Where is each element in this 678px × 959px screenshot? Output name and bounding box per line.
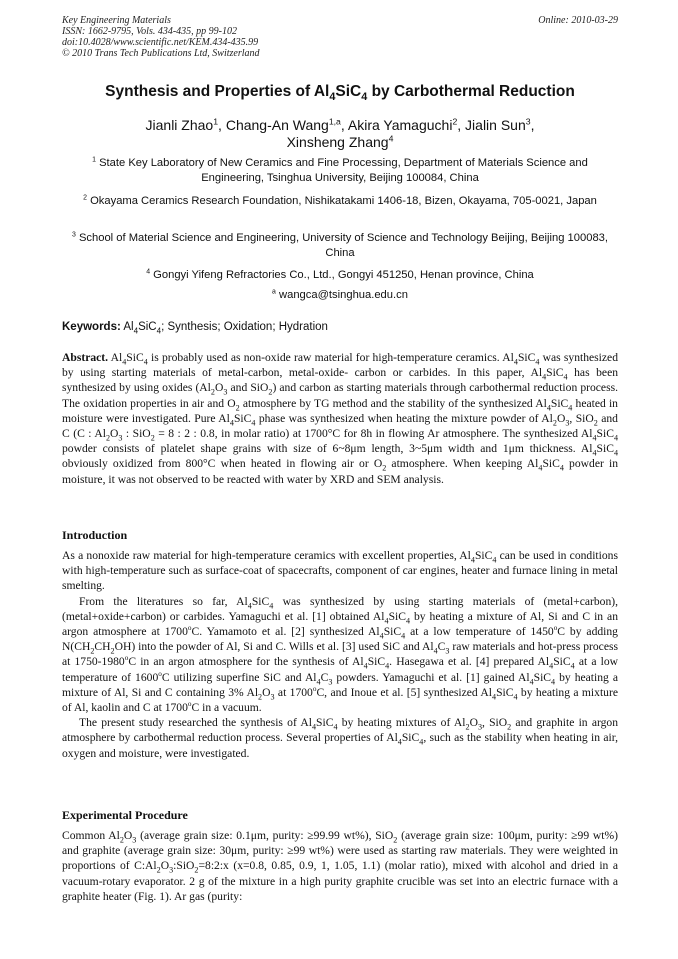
journal-header <box>62 15 618 59</box>
email-link[interactable]: wangca@tsinghua.edu.cn <box>279 289 408 301</box>
author-name: Akira Yamaguchi <box>347 117 453 133</box>
author-name: Jianli Zhao <box>145 117 214 133</box>
abstract-text: $Al_4SiC_4$ is probably used as non-oxide raw material for high-temperature ceramics. $Al_4SiC_4$ was synthesized by using starting materials of metal-carbon, metal-oxide- carbon or carbides. In this paper, $Al_4SiC_4$ has been synthesized by using oxides ($Al_2O_3$ and SiO$_2$) and carbon as starting materials through carbothermal reduction process. The oxidation properties in air and $O_2$ atmosphere by TG method and the stability of the synthesized $Al_4SiC_4$ heated in moisture were investigated. Pure $Al_4SiC_4$ phase was synthesized when heating the mixture powder of $Al_2O_3$, SiO$_2$ and C (C : $Al_2O_3$ : SiO$_2$ = 8 : 2 : 0.8, in molar ratio) at 1700°C for 8h in flowing Ar atmosphere. The synthesized $Al_4SiC_4$ powder consists of platelet shape grains with size of 6~8μm length, 3~5μm width and 1μm thickness. $Al_4SiC_4$ obviously oxidized from 800°C when heated in flowing air or $O_2$ atmosphere. When keeping $Al_4SiC_4$ powder in moisture, it was not observed to be reacted with water by XRD and SEM analysis. <box>62 351 619 486</box>
abstract <box>62 350 618 487</box>
author-name: Xinsheng Zhang <box>286 134 389 150</box>
section-heading-introduction: Introduction <box>62 528 128 542</box>
doi-line[interactable]: doi:10.4028/www.scientific.net/KEM.434-435.99 <box>62 37 259 48</box>
author-name: Chang-An Wang <box>225 117 329 133</box>
paper-title: Synthesis and Properties of $Al_4SiC_4$ by Carbothermal Reduction <box>105 83 575 104</box>
email-line: $^a$ wangca@tsinghua.edu.cn <box>272 288 408 301</box>
abstract-label: Abstract. <box>62 351 109 364</box>
affiliation: $^2$ Okayama Ceramics Research Foundation, Nishikatakami 1406-18, Bizen, Okayama, 705-0021, Japan <box>83 194 597 207</box>
affiliation: $^4$ Gongyi Yifeng Refractories Co., Ltd., Gongyi 451250, Henan province, China <box>146 268 534 281</box>
copyright-line: © 2010 Trans Tech Publications Ltd, Switzerland <box>62 48 260 59</box>
paragraph: The present study researched the synthesis of $Al_4SiC_4$ by heating mixtures of $Al_2O_3$, SiO$_2$ and graphite in argon atmosphere by carbothermal reduction process. Several properties of $Al_4SiC_4$, such as the stability when heating in air, oxygen and moisture, were investigated. <box>62 716 619 760</box>
keywords: Keywords: $Al_4SiC_4$; Synthesis; Oxidation; Hydration <box>62 321 328 336</box>
section-heading-experimental: Experimental Procedure <box>62 808 188 822</box>
affiliation: $^1$ State Key Laboratory of New Ceramics and Fine Processing, Department of Materials Science and Engineering, Tsinghua University, Beijing 100084, China <box>92 156 588 184</box>
author-list: Jianli Zhao$^1$, Chang-An Wang$^{1,a}$, Akira Yamaguchi$^2$, Jialin Sun$^3$, Xinsheng Zhang$^4$ <box>145 116 535 150</box>
paragraph: As a nonoxide raw material for high-temperature ceramics with excellent properties, $Al_4SiC_4$ can be used in conditions with high-temperature such as surface-coat of spacecrafts, component of car engines, heater and furnace lining in metal smelting. <box>62 549 618 593</box>
paragraph: Common $Al_2O_3$ (average grain size: 0.1μm, purity: ≥99.99 wt%), SiO$_2$ (average grain size: 100μm, purity: ≥99 wt%) and graphite (average grain size: 30μm, purity: ≥99 wt%) were used as starting raw materials. They were weighted in proportions of $C:Al_2O_3:SiO_2=8:2:x$ (x=0.8, 0.85, 0.9, 1, 1.05, 1.1) (molar ratio), mixed with alcohol and dried in a vacuum-rotary evaporator. 2 g of the mixture in a high purity graphite crucible was set into an electric furnace with a graphite heater (Fig. 1). Ar gas (purity: <box>62 829 618 903</box>
author-name: Jialin Sun <box>465 117 526 133</box>
journal-name: Key Engineering Materials <box>62 15 171 26</box>
experimental-body <box>62 828 618 904</box>
online-date: Online: 2010-03-29 <box>538 15 618 26</box>
paragraph: From the literatures so far, $Al_4SiC_4$ was synthesized by using starting materials of (metal+carbon), (metal+oxide+carbon) or carbides. Yamaguchi et al. [1] obtained $Al_4SiC_4$ by heating a mixture of Al, Si and C in an argon atmosphere at 1700$^o$C. Yamamoto et al. [2] synthesized $Al_4SiC_4$ at a low temperature of 1450$^o$C by adding $N(CH_2CH_2OH)$ into the powder of Al, Si and C. Wills et al. [3] used SiC and $Al_4C_3$ raw materials and hot-press process at 1750-1980$^o$C in an argon atmosphere for the synthesis of $Al_4SiC_4$. Hasegawa et al. [4] prepared $Al_4SiC_4$ at a low temperature of 1600$^o$C utilizing superfine SiC and $Al_4C_3$ powders. Yamaguchi et al. [1] gained $Al_4SiC_4$ by heating a mixture of Al, Si and C containing 3% $Al_2O_3$ at 1700$^o$C, and Inoue et al. [5] synthesized $Al_4SiC_4$ by heating a mixture of Al, kaolin and C at 1700$^o$C in a vacuum. <box>62 594 619 715</box>
issn-line: ISSN: 1662-9795, Vols. 434-435, pp 99-102 <box>62 26 237 37</box>
affiliation: $^3$ School of Material Science and Engineering, University of Science and Technology Beijing, Beijing 100083, China <box>71 231 608 259</box>
introduction-body <box>62 548 618 761</box>
